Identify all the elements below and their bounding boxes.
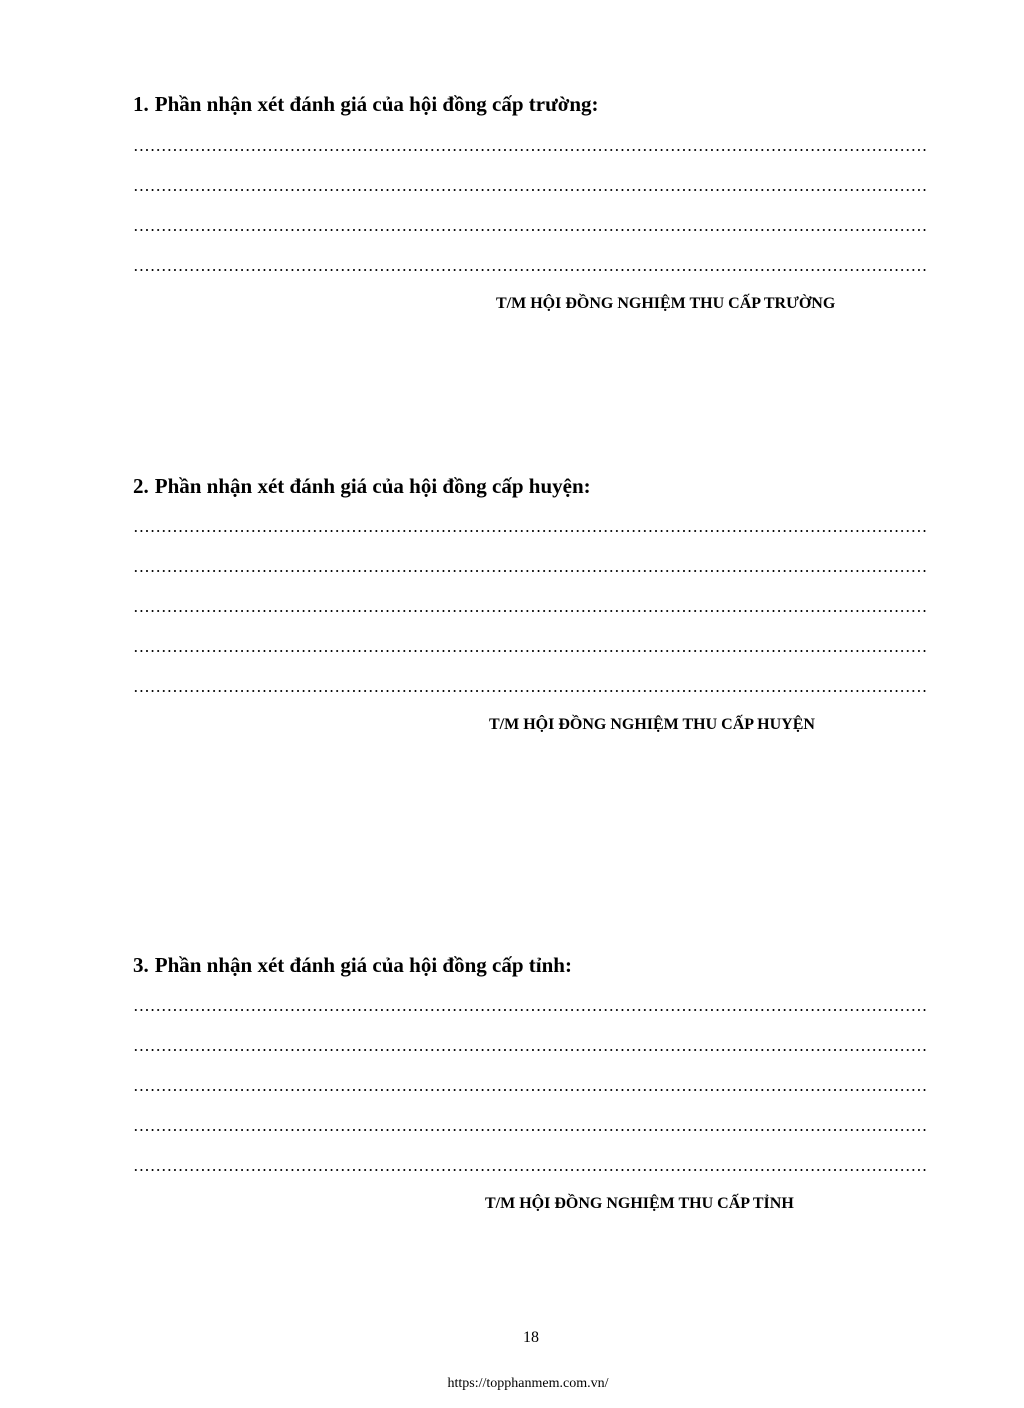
blank-line[interactable] [133,269,928,271]
blank-line[interactable] [133,690,928,692]
section-2-number: 2. [133,474,149,498]
blank-line[interactable] [133,149,928,151]
footer-url[interactable]: https://topphanmem.com.vn/ [447,1376,609,1391]
blank-line[interactable] [133,1009,928,1011]
section-3-heading [133,955,572,976]
section-3-number: 3. [133,953,149,977]
blank-line[interactable] [133,189,928,191]
blank-line[interactable] [133,570,928,572]
blank-line[interactable] [133,1089,928,1091]
blank-line[interactable] [133,1169,928,1171]
section-1-heading [133,94,599,115]
section-3-title: Phần nhận xét đánh giá của hội đồng cấp tỉnh: [154,953,572,977]
section-2-title: Phần nhận xét đánh giá của hội đồng cấp huyện: [154,474,591,498]
section-1-number: 1. [133,92,149,116]
blank-line[interactable] [133,1129,928,1131]
section-1-signoff: T/M HỘI ĐỒNG NGHIỆM THU CẤP TRƯỜNG [496,295,836,312]
section-2-heading [133,476,591,497]
blank-line[interactable] [133,650,928,652]
section-3-signoff: T/M HỘI ĐỒNG NGHIỆM THU CẤP TỈNH [485,1195,794,1212]
section-1-title: Phần nhận xét đánh giá của hội đồng cấp trường: [154,92,599,116]
blank-line[interactable] [133,610,928,612]
blank-line[interactable] [133,229,928,231]
section-2-signoff: T/M HỘI ĐỒNG NGHIỆM THU CẤP HUYỆN [489,716,815,733]
page-number: 18 [523,1329,539,1346]
blank-line[interactable] [133,1049,928,1051]
blank-line[interactable] [133,530,928,532]
